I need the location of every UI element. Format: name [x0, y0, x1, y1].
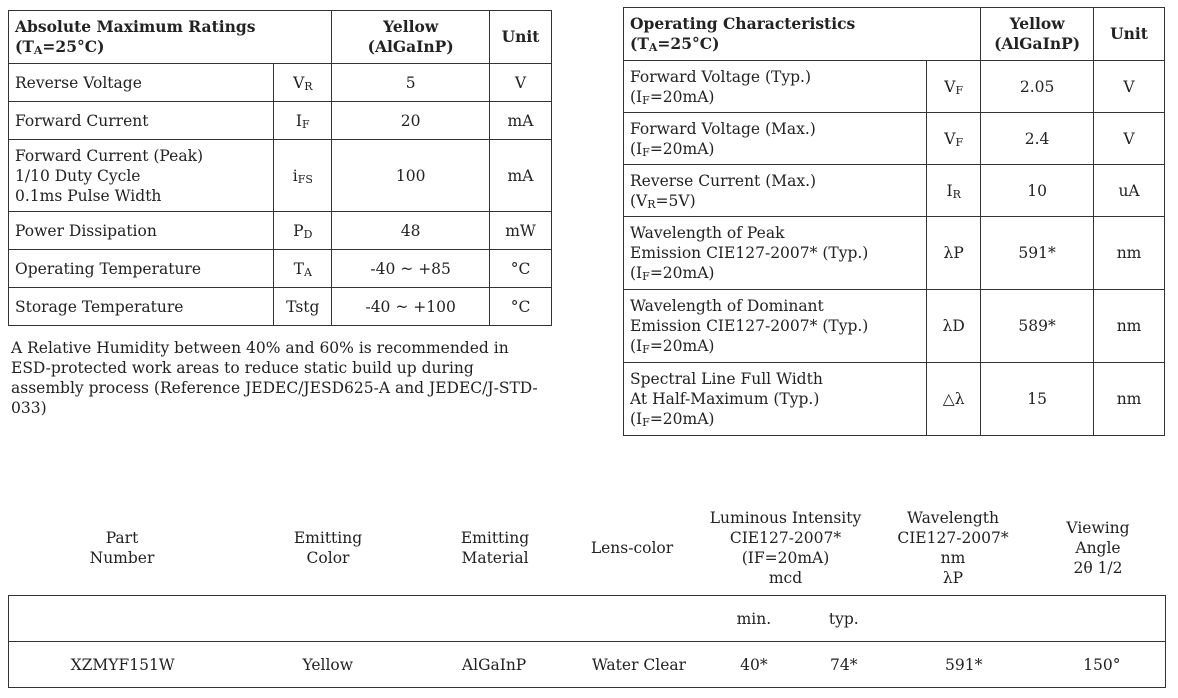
cell-parameter: Reverse Voltage — [9, 64, 274, 102]
header-emitting-material: Emitting Material — [460, 529, 530, 567]
table-row — [624, 290, 1165, 363]
cell-value: 15 — [981, 363, 1094, 436]
cell-symbol: $I_F$ — [274, 102, 332, 140]
cell-value: 48 — [332, 212, 490, 250]
cell-symbol: Tstg — [274, 288, 332, 326]
header-luminous-intensity: Luminous Intensity CIE127-2007* (IF=20mA) mcd — [709, 509, 862, 587]
table-row — [624, 61, 1165, 113]
cell-unit: mA — [490, 140, 552, 212]
cell-value: -40 ~ +100 — [332, 288, 490, 326]
cell-unit: V — [1094, 113, 1165, 165]
humidity-note: A Relative Humidity between 40% and 60% is recommended in ESD-protected work areas to reduce static build up during assembly process (Reference JEDEC/JESD625-A and JEDEC/J-STD-033) — [11, 339, 538, 417]
amr-title — [9, 11, 332, 64]
table-row — [9, 642, 1166, 688]
cell-condition: $(V_R=5V)$ — [630, 191, 696, 211]
table-row — [9, 140, 552, 212]
cell-unit: uA — [1094, 165, 1165, 217]
cell-parameter: Wavelength of Dominant Emission CIE127-2007* (Typ.) $(I_F=20mA)$ — [624, 290, 927, 363]
sub-typ: typ. — [799, 596, 889, 642]
cell-lens-color: Water Clear — [569, 642, 709, 688]
header-viewing-angle: Viewing Angle 2θ 1/2 — [1066, 519, 1130, 577]
cell-unit: °C — [490, 250, 552, 288]
absolute-maximum-ratings-table — [8, 10, 552, 326]
table-row — [624, 165, 1165, 217]
cell-unit: mA — [490, 102, 552, 140]
amr-col-unit: Unit — [490, 11, 552, 64]
cell-parameter: Power Dissipation — [9, 212, 274, 250]
cell-symbol: $V_F$ — [927, 113, 981, 165]
part-table — [8, 595, 1166, 688]
cell-value: 5 — [332, 64, 490, 102]
cell-unit: nm — [1094, 290, 1165, 363]
cell-value: 10 — [981, 165, 1094, 217]
cell-symbol: $i_{FS}$ — [274, 140, 332, 212]
cell-condition: $(I_F=20mA)$ — [630, 139, 715, 159]
sub-min: min. — [709, 596, 799, 642]
cell-unit: °C — [490, 288, 552, 326]
cell-part-number: XZMYF151W — [9, 642, 237, 688]
cell-parameter: Forward Voltage (Typ.) $(I_F=20mA)$ — [624, 61, 927, 113]
amr-col-yellow: Yellow (AlGaInP) — [332, 11, 490, 64]
table-row — [624, 363, 1165, 436]
cell-symbol: $V_R$ — [274, 64, 332, 102]
amr-title-line2: $(T_A=25^\circ C)$ — [15, 37, 105, 57]
cell-parameter: Forward Voltage (Max.) $(I_F=20mA)$ — [624, 113, 927, 165]
oc-col-yellow: Yellow (AlGaInP) — [981, 8, 1094, 61]
cell-parameter: Wavelength of Peak Emission CIE127-2007* (Typ.) $(I_F=20mA)$ — [624, 217, 927, 290]
cell-unit: V — [1094, 61, 1165, 113]
oc-title: Operating Characteristics $(T_A=25^\circ C)$ — [624, 8, 981, 61]
header-wavelength: Wavelength CIE127-2007* nm λP — [897, 509, 1009, 587]
cell-value: 591* — [981, 217, 1094, 290]
cell-emitting-material: AlGaInP — [419, 642, 569, 688]
cell-value: -40 ~ +85 — [332, 250, 490, 288]
table-row — [9, 102, 552, 140]
cell-condition: $(I_F=20mA)$ — [630, 337, 715, 356]
cell-unit: nm — [1094, 363, 1165, 436]
table-row — [624, 217, 1165, 290]
part-table-header — [8, 506, 1168, 592]
cell-value: 589* — [981, 290, 1094, 363]
cell-symbol: △λ — [927, 363, 981, 436]
cell-value: 2.4 — [981, 113, 1094, 165]
header-part-number: Part Number — [89, 529, 155, 567]
cell-value: 2.05 — [981, 61, 1094, 113]
cell-lum-typ: 74* — [799, 642, 889, 688]
cell-unit: V — [490, 64, 552, 102]
cell-parameter: Reverse Current (Max.) $(V_R=5V)$ — [624, 165, 927, 217]
cell-unit: nm — [1094, 217, 1165, 290]
cell-symbol: $V_F$ — [927, 61, 981, 113]
header-emitting-color: Emitting Color — [293, 529, 363, 567]
operating-characteristics-table — [623, 7, 1165, 436]
cell-symbol: $I_R$ — [927, 165, 981, 217]
cell-parameter: Forward Current — [9, 102, 274, 140]
cell-value: 20 — [332, 102, 490, 140]
amr-title-line1: Absolute Maximum Ratings — [15, 17, 256, 36]
cell-symbol: $P_D$ — [274, 212, 332, 250]
cell-condition: $(I_F=20mA)$ — [630, 410, 715, 429]
oc-col-unit: Unit — [1094, 8, 1165, 61]
cell-wavelength: 591* — [889, 642, 1039, 688]
cell-condition: $(I_F=20mA)$ — [630, 87, 715, 107]
cell-symbol: $T_A$ — [274, 250, 332, 288]
cell-symbol: λD — [927, 290, 981, 363]
cell-parameter: Operating Temperature — [9, 250, 274, 288]
table-row — [9, 288, 552, 326]
cell-condition: $(I_F=20mA)$ — [630, 264, 715, 283]
cell-symbol: λP — [927, 217, 981, 290]
cell-viewing-angle: 150° — [1039, 642, 1166, 688]
cell-emitting-color: Yellow — [236, 642, 419, 688]
cell-parameter: Spectral Line Full Width At Half-Maximum (Typ.) $(I_F=20mA)$ — [624, 363, 927, 436]
table-row — [624, 113, 1165, 165]
cell-value: 100 — [332, 140, 490, 212]
table-row — [9, 250, 552, 288]
header-lens-color: Lens-color — [590, 539, 674, 557]
cell-parameter: Storage Temperature — [9, 288, 274, 326]
cell-lum-min: 40* — [709, 642, 799, 688]
cell-parameter: Forward Current (Peak) 1/10 Duty Cycle 0.1ms Pulse Width — [9, 140, 274, 212]
table-row — [9, 212, 552, 250]
cell-unit: mW — [490, 212, 552, 250]
table-row — [9, 64, 552, 102]
